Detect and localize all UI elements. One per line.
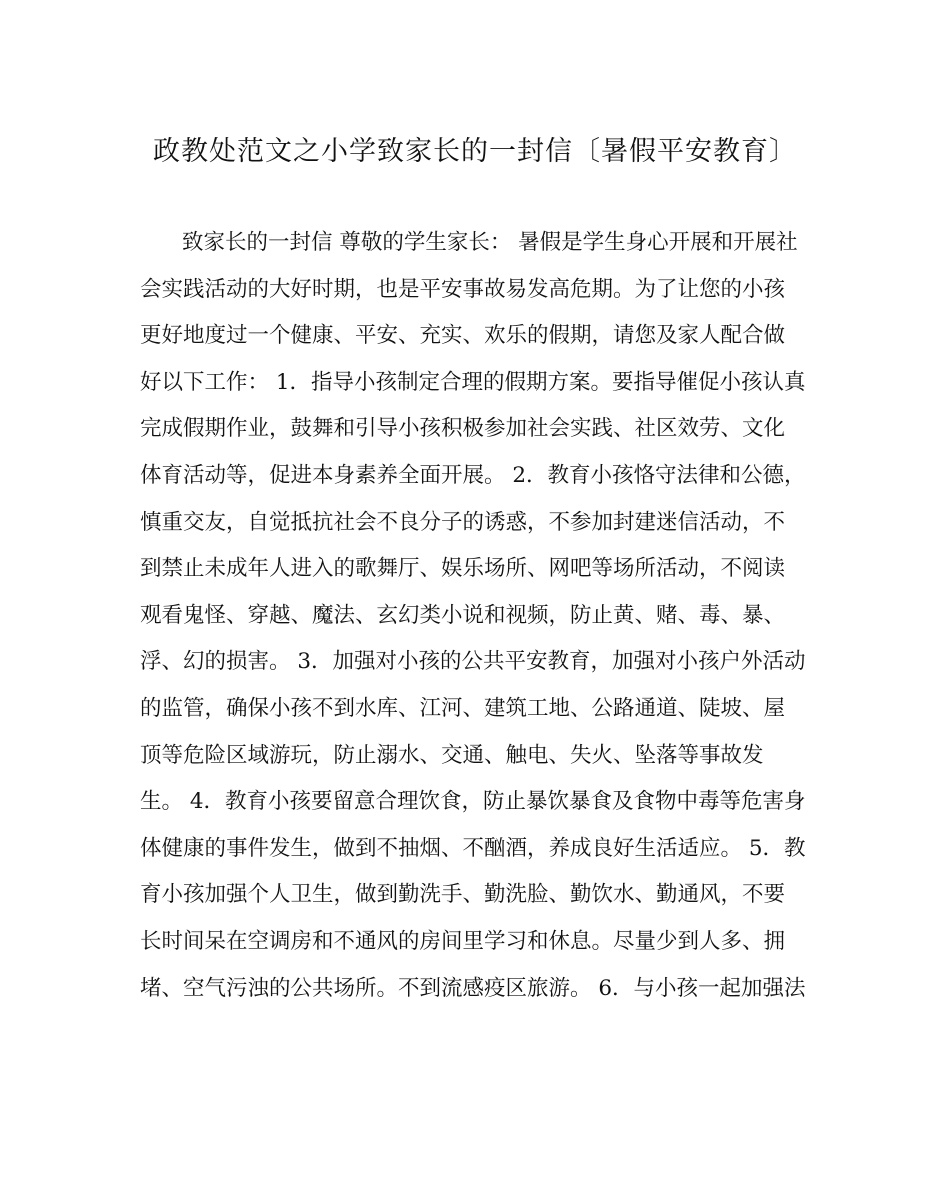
body-line: 浮、幻的损害。 3．加强对小孩的公共平安教育，加强对小孩户外活动 [140,649,806,675]
body-line: 会实践活动的大好时期，也是平安事故易发高危期。为了让您的小孩 [140,276,786,302]
body-line: 体健康的事件发生，做到不抽烟、不酗酒，养成良好生活适应。 5．教 [140,835,806,861]
body-line: 生。 4．教育小孩要留意合理饮食，防止暴饮暴食及食物中毒等危害身 [140,789,806,815]
body-line: 慎重交友，自觉抵抗社会不良分子的诱惑，不参加封建迷信活动，不 [140,509,786,535]
body-line: 体育活动等，促进本身素养全面开展。 2．教育小孩恪守法律和公德， [140,462,806,488]
document-body [140,220,820,1012]
body-line: 长时间呆在空调房和不通风的房间里学习和休息。尽量少到人多、拥 [140,928,786,954]
body-line: 完成假期作业，鼓舞和引导小孩积极参加社会实践、社区效劳、文化 [140,416,786,442]
body-line: 到禁止未成年人进入的歌舞厅、娱乐场所、网吧等场所活动，不阅读 [140,556,786,582]
body-line: 致家长的一封信 尊敬的学生家长： 暑假是学生身心开展和开展社 [182,230,798,255]
body-line: 育小孩加强个人卫生，做到勤洗手、勤洗脸、勤饮水、勤通风，不要 [140,882,786,908]
body-line: 的监管，确保小孩不到水库、江河、建筑工地、公路通道、陡坡、屋 [140,695,786,721]
body-line: 更好地度过一个健康、平安、充实、欢乐的假期，请您及家人配合做 [140,323,786,349]
document-title: 政教处范文之小学致家长的一封信〔暑假平安教育〕 [153,136,797,167]
body-line: 顶等危险区域游玩，防止溺水、交通、触电、失火、坠落等事故发 [140,742,764,768]
body-line: 观看鬼怪、穿越、魔法、玄幻类小说和视频，防止黄、赌、毒、暴、 [140,602,786,628]
body-line: 堵、空气污浊的公共场所。不到流感疫区旅游。 6．与小孩一起加强法 [140,975,806,1001]
body-line: 好以下工作： 1．指导小孩制定合理的假期方案。要指导催促小孩认真 [140,369,806,395]
